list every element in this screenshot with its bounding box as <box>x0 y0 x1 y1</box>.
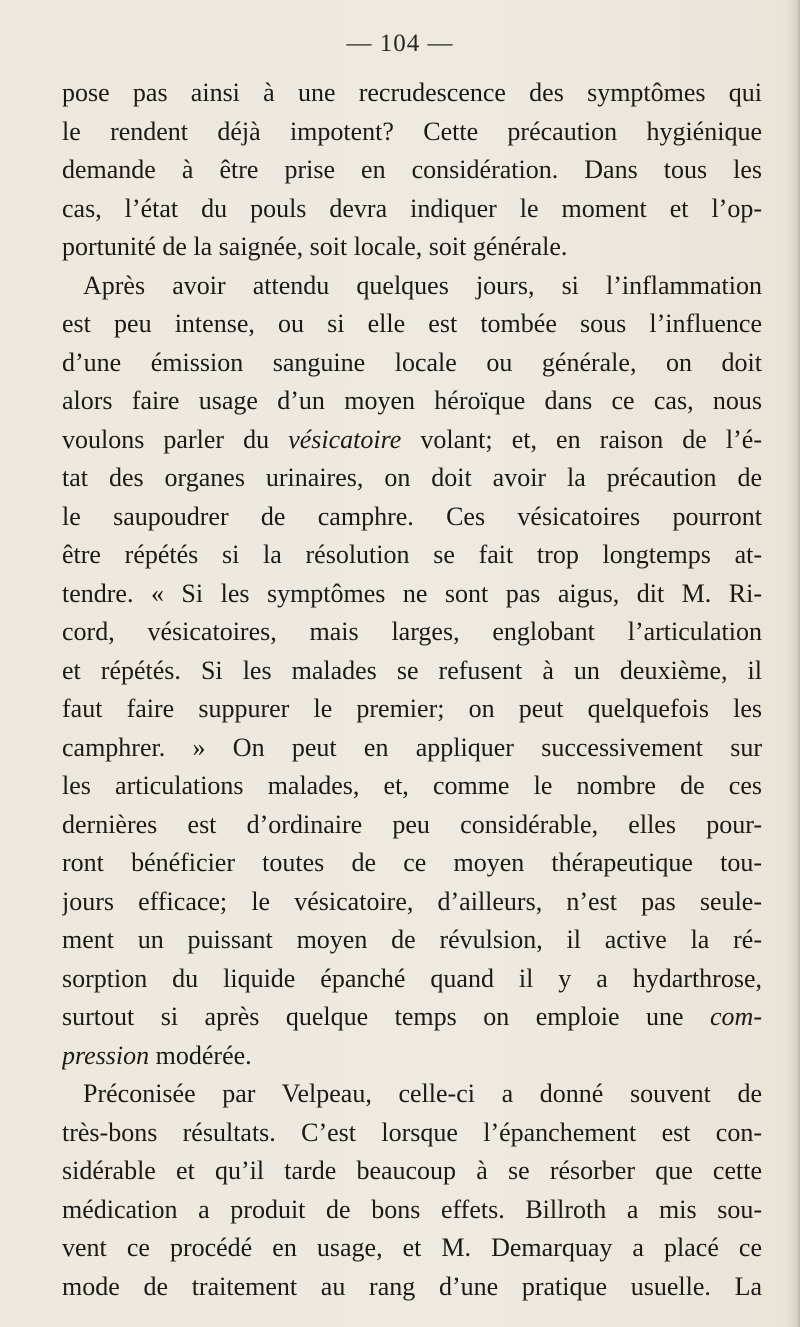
text-segment: surtout si après quelque temps on emploie une <box>62 1002 711 1031</box>
text-line: cord, vésicatoires, mais larges, englobant l’articulation <box>62 617 762 646</box>
text-line: alors faire usage d’un moyen héroïque dans ce cas, nous <box>62 386 762 415</box>
text-line <box>62 1037 762 1076</box>
text-line: tendre. « Si les symptômes ne sont pas aigus, dit M. Ri- <box>62 578 762 608</box>
text-line: cas, l’état du pouls devra indiquer le moment et l’op- <box>62 193 762 223</box>
text-line: le saupoudrer de camphre. Ces vésicatoires pourront <box>62 501 762 531</box>
text-line: sidérable et qu’il tarde beaucoup à se résorber que cette <box>62 1156 762 1185</box>
text-line: les articulations malades, et, comme le nombre de ces <box>62 771 762 800</box>
emphasized-term: vésicatoire <box>288 424 402 454</box>
text-line: et répétés. Si les malades se refusent à un deuxième, il <box>62 655 762 685</box>
text-line: médication a produit de bons effets. Billroth a mis sou- <box>62 1194 762 1224</box>
text-line: le rendent déjà impotent? Cette précaution hygiénique <box>62 116 762 146</box>
body-text <box>62 74 762 1306</box>
text-line: Préconisée par Velpeau, celle-ci a donné souvent de <box>83 1079 762 1108</box>
emphasized-term: pression <box>62 1040 150 1070</box>
text-line: camphrer. » On peut en appliquer successivement sur <box>62 732 762 762</box>
text-segment: volant; et, en raison de l’é- <box>401 424 762 454</box>
page-edge-shadow <box>786 0 800 1327</box>
text-line: mode de traitement au rang d’une pratique usuelle. La <box>62 1271 762 1301</box>
text-line: portunité de la saignée, soit locale, soit générale. <box>62 232 568 261</box>
text-line: tat des organes urinaires, on doit avoir la précaution de <box>62 463 762 492</box>
text-line: ment un puissant moyen de révulsion, il active la ré- <box>62 925 762 954</box>
text-segment: modérée. <box>149 1040 252 1070</box>
text-line: très-bons résultats. C’est lorsque l’épanchement est con- <box>62 1117 762 1147</box>
emphasized-term: com- <box>710 1002 762 1031</box>
text-line <box>62 421 762 460</box>
text-line: demande à être prise en considération. Dans tous les <box>62 155 762 184</box>
text-line: faut faire suppurer le premier; on peut quelquefois les <box>62 694 762 723</box>
text-line: dernières est d’ordinaire peu considérable, elles pour- <box>62 809 762 839</box>
text-line: être répétés si la résolution se fait trop longtemps at- <box>62 540 762 569</box>
text-line: jours efficace; le vésicatoire, d’ailleurs, n’est pas seule- <box>62 886 762 916</box>
text-line <box>62 998 762 1037</box>
text-line: pose pas ainsi à une recrudescence des symptômes qui <box>62 78 762 107</box>
text-line: est peu intense, ou si elle est tombée sous l’influence <box>62 309 762 338</box>
page-number: — 104 — <box>346 30 454 57</box>
text-line: sorption du liquide épanché quand il y a hydarthrose, <box>62 963 762 993</box>
text-line: Après avoir attendu quelques jours, si l’inflammation <box>83 270 762 300</box>
text-line: d’une émission sanguine locale ou générale, on doit <box>62 347 762 377</box>
text-segment: voulons parler du <box>62 424 289 454</box>
text-line: vent ce procédé en usage, et M. Demarquay a placé ce <box>62 1233 762 1262</box>
text-line: ront bénéficier toutes de ce moyen thérapeutique tou- <box>62 848 762 877</box>
